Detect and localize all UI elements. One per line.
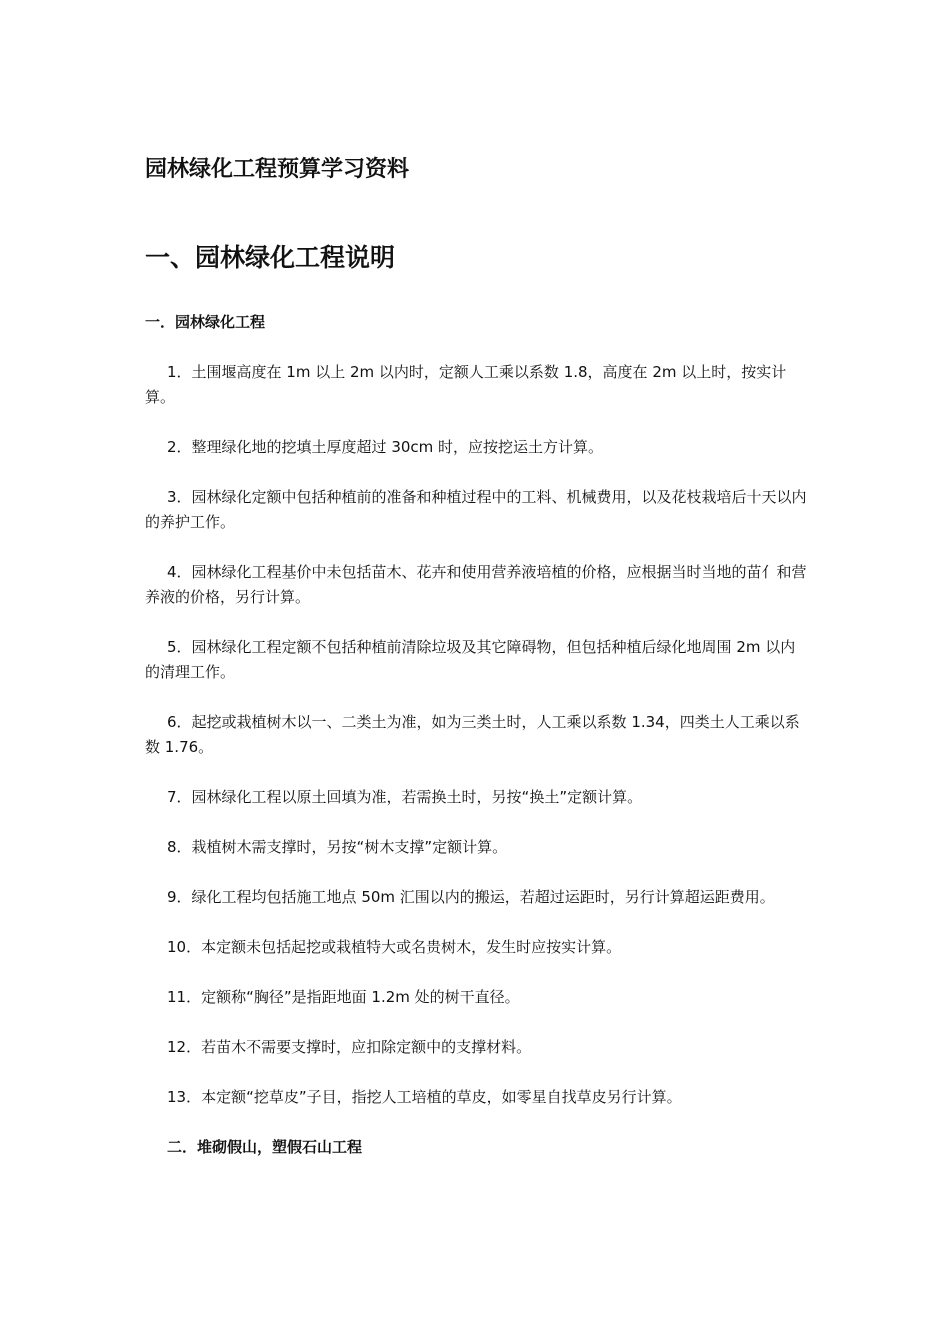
list-item: 8．栽植树木需支撑时，另按“树木支撑”定额计算。 — [167, 838, 508, 856]
section-heading-rockery: 二．堆砌假山，塑假石山工程 — [167, 1138, 363, 1156]
list-item: 6．起挖或栽植树木以一、二类土为准，如为三类土时，人工乘以系数 1.34，四类土人工乘以系数 1.76。 — [145, 713, 800, 756]
document-page — [145, 150, 810, 1160]
list-item: 4．园林绿化工程基价中未包括苗木、花卉和使用营养液培植的价格，应根据当时当地的苗亻和营养液的价格，另行计算。 — [145, 563, 807, 606]
list-item: 13．本定额“挖草皮”子目，指挖人工培植的草皮，如零星自找草皮另行计算。 — [167, 1088, 682, 1106]
list-item: 12．若苗木不需要支撑时，应扣除定额中的支撑材料。 — [167, 1038, 532, 1056]
list-item: 7．园林绿化工程以原土回填为准，若需换土时，另按“换土”定额计算。 — [167, 788, 643, 806]
list-item: 1．土围堰高度在 1m 以上 2m 以内时，定额人工乘以系数 1.8，高度在 2m 以上时，按实计算。 — [145, 363, 787, 406]
list-item: 2．整理绿化地的挖填土厚度超过 30cm 时，应按挖运土方计算。 — [167, 438, 604, 456]
list-item: 10．本定额未包括起挖或栽植特大或名贵树木，发生时应按实计算。 — [167, 938, 622, 956]
chapter-title: 一、园林绿化工程说明 — [145, 243, 396, 272]
list-item: 9．绿化工程均包括施工地点 50m 汇围以内的搬运，若超过运距时，另行计算超运距费用。 — [167, 888, 775, 906]
section-heading-greening: 一．园林绿化工程 — [145, 313, 266, 331]
list-item: 11．定额称“胸径”是指距地面 1.2m 处的树干直径。 — [167, 988, 520, 1006]
list-item: 5．园林绿化工程定额不包括种植前清除垃圾及其它障碍物，但包括种植后绿化地周围 2m 以内的清理工作。 — [145, 638, 796, 681]
document-title: 园林绿化工程预算学习资料 — [145, 157, 410, 182]
list-item: 3．园林绿化定额中包括种植前的准备和种植过程中的工料、机械费用，以及花枝栽培后十天以内的养护工作。 — [145, 488, 807, 531]
